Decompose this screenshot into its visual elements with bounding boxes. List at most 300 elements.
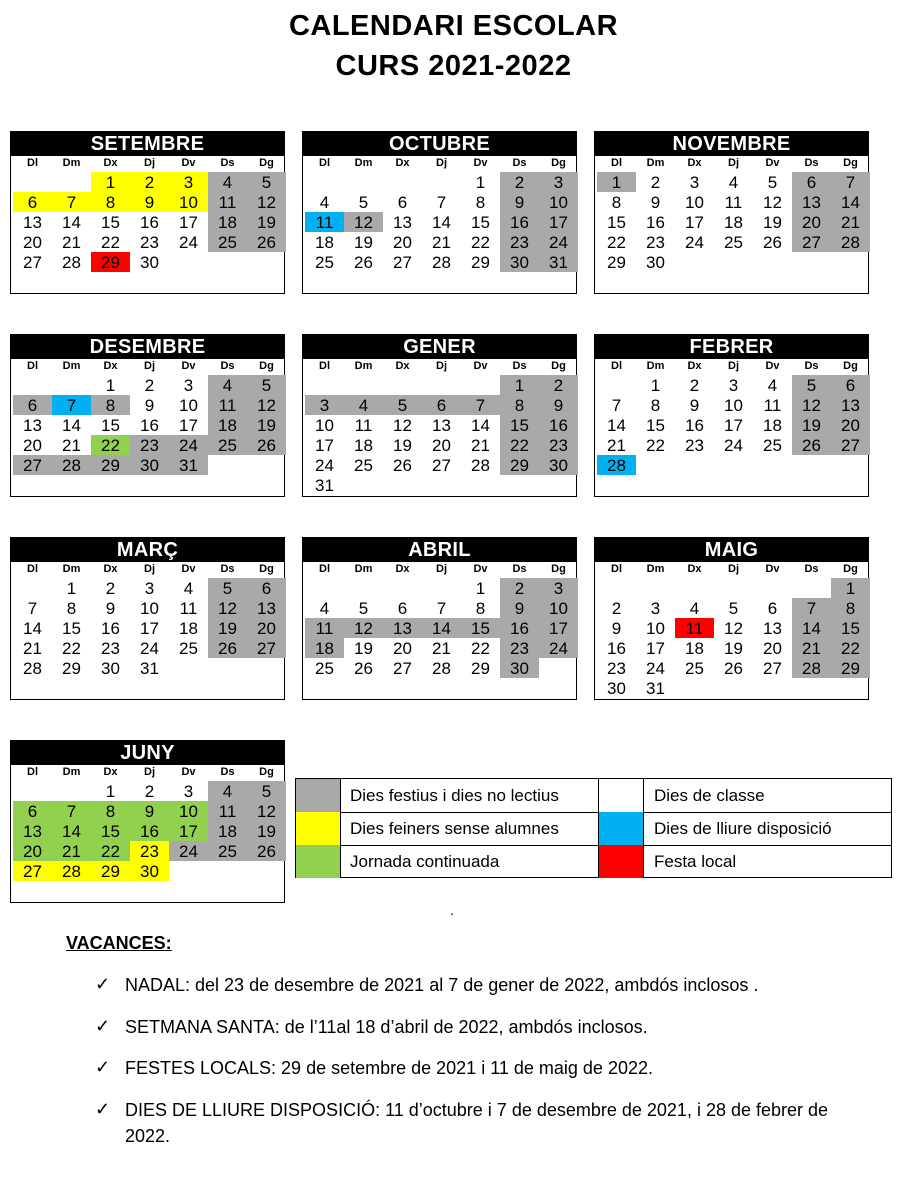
- day-cell: 18: [724, 213, 743, 232]
- month-title: JUNY: [11, 741, 284, 765]
- weekday-header: Dm: [646, 563, 665, 575]
- month-title: OCTUBRE: [303, 132, 576, 156]
- day-cell: 20: [393, 639, 412, 658]
- day-cell: 12: [763, 193, 782, 212]
- day-cell: 28: [597, 455, 636, 475]
- day-cell: 2: [611, 599, 622, 618]
- day-cell: 30: [101, 659, 120, 678]
- month-calendar: [10, 740, 285, 903]
- weekday-header: Dl: [319, 157, 330, 169]
- day-cell: 19: [247, 821, 286, 841]
- day-cell: 8: [91, 192, 130, 212]
- day-cell: 18: [685, 639, 704, 658]
- day-cell: 9: [539, 395, 578, 415]
- day-cell: 16: [130, 821, 169, 841]
- day-cell: 18: [763, 416, 782, 435]
- weekday-header: Dv: [473, 360, 488, 372]
- day-cell: 22: [607, 233, 626, 252]
- weekday-header: Ds: [804, 360, 819, 372]
- day-cell: 14: [432, 213, 451, 232]
- day-cell: 21: [831, 212, 870, 232]
- day-cell: 4: [344, 395, 383, 415]
- day-cell: 25: [208, 232, 247, 252]
- day-cell: 26: [792, 435, 831, 455]
- day-cell: 25: [724, 233, 743, 252]
- day-cell: 9: [500, 192, 539, 212]
- day-cell: 11: [305, 212, 344, 232]
- weekday-header: Dj: [144, 360, 155, 372]
- legend-swatch-free-choice: [598, 812, 644, 845]
- day-cell: 23: [101, 639, 120, 658]
- day-cell: 7: [611, 396, 622, 415]
- day-cell: 27: [13, 861, 52, 881]
- day-cell: 20: [13, 841, 52, 861]
- weekday-header: Ds: [220, 563, 235, 575]
- weekday-header: Dm: [354, 157, 373, 169]
- day-cell: 1: [105, 376, 116, 395]
- day-cell: 25: [179, 639, 198, 658]
- day-cell: 4: [728, 173, 739, 192]
- month-calendar: [594, 537, 869, 700]
- weekday-header: Ds: [804, 157, 819, 169]
- day-cell: 27: [393, 253, 412, 272]
- weekday-header: Dg: [551, 157, 566, 169]
- day-cell: 12: [208, 598, 247, 618]
- day-cell: 30: [500, 658, 539, 678]
- weekday-header: Dj: [144, 563, 155, 575]
- weekday-header: Dx: [687, 360, 702, 372]
- day-cell: 30: [500, 252, 539, 272]
- day-cell: 4: [208, 375, 247, 395]
- day-cell: 26: [393, 456, 412, 475]
- weekday-header: Ds: [220, 157, 235, 169]
- day-cell: 28: [52, 455, 91, 475]
- month-calendar: [302, 334, 577, 497]
- day-cell: 19: [208, 618, 247, 638]
- day-cell: 5: [792, 375, 831, 395]
- legend: [295, 778, 892, 878]
- day-cell: 26: [763, 233, 782, 252]
- day-cell: 20: [831, 415, 870, 435]
- day-cell: 10: [539, 598, 578, 618]
- day-cell: 9: [689, 396, 700, 415]
- day-cell: 27: [432, 456, 451, 475]
- day-cell: 1: [475, 579, 486, 598]
- day-cell: 23: [130, 841, 169, 861]
- day-cell: 15: [62, 619, 81, 638]
- month-title: GENER: [303, 335, 576, 359]
- weekday-header: Dm: [62, 157, 81, 169]
- day-cell: 23: [607, 659, 626, 678]
- vacances-item: SETMANA SANTA: de l’11al 18 d’abril de 2022, ambdós inclosos.: [125, 1017, 648, 1037]
- day-cell: 8: [831, 598, 870, 618]
- day-cell: 7: [27, 599, 38, 618]
- day-cell: 11: [675, 618, 714, 638]
- month-title: DESEMBRE: [11, 335, 284, 359]
- day-cell: 26: [247, 232, 286, 252]
- legend-row: [296, 845, 891, 878]
- day-cell: 2: [650, 173, 661, 192]
- day-cell: 20: [247, 618, 286, 638]
- weekday-header: Dv: [181, 563, 196, 575]
- weekday-header: Dx: [687, 157, 702, 169]
- vacances-item: DIES DE LLIURE DISPOSICIÓ: 11 d’octubre i 7 de desembre de 2021, i 28 de febrer de 2022.: [125, 1100, 829, 1146]
- day-cell: 29: [91, 252, 130, 272]
- day-cell: 3: [183, 782, 194, 801]
- day-cell: 17: [169, 821, 208, 841]
- day-cell: 21: [62, 233, 81, 252]
- day-cell: 14: [422, 618, 461, 638]
- day-cell: 6: [397, 599, 408, 618]
- day-cell: 7: [792, 598, 831, 618]
- day-cell: 2: [689, 376, 700, 395]
- day-cell: 30: [130, 455, 169, 475]
- day-cell: 16: [685, 416, 704, 435]
- day-cell: 27: [792, 232, 831, 252]
- day-cell: 9: [650, 193, 661, 212]
- day-cell: 3: [144, 579, 155, 598]
- day-cell: 12: [393, 416, 412, 435]
- day-cell: 8: [91, 801, 130, 821]
- day-cell: 24: [646, 659, 665, 678]
- day-cell: 30: [140, 253, 159, 272]
- day-cell: 23: [685, 436, 704, 455]
- day-cell: 11: [179, 599, 198, 618]
- day-cell: 25: [354, 456, 373, 475]
- day-cell: 1: [831, 578, 870, 598]
- day-cell: 15: [500, 415, 539, 435]
- day-cell: 21: [792, 638, 831, 658]
- weekday-header: Ds: [804, 563, 819, 575]
- day-cell: 2: [144, 782, 155, 801]
- day-cell: 29: [607, 253, 626, 272]
- day-cell: 16: [500, 618, 539, 638]
- day-cell: 9: [105, 599, 116, 618]
- weekday-header: Dv: [473, 157, 488, 169]
- day-cell: 19: [792, 415, 831, 435]
- day-cell: 26: [247, 435, 286, 455]
- day-cell: 8: [611, 193, 622, 212]
- day-cell: 15: [831, 618, 870, 638]
- day-cell: 31: [140, 659, 159, 678]
- weekday-header: Dl: [611, 360, 622, 372]
- check-icon: ✓: [95, 974, 111, 994]
- weekday-header: Dv: [765, 360, 780, 372]
- day-cell: 29: [471, 253, 490, 272]
- weekday-header: Dv: [473, 563, 488, 575]
- weekday-header: Dx: [103, 563, 118, 575]
- weekday-header: Dx: [103, 360, 118, 372]
- day-cell: 14: [792, 618, 831, 638]
- weekday-header: Dg: [551, 360, 566, 372]
- day-cell: 19: [354, 639, 373, 658]
- day-cell: 19: [354, 233, 373, 252]
- day-cell: 5: [767, 173, 778, 192]
- weekday-header: Dj: [144, 157, 155, 169]
- day-cell: 10: [179, 396, 198, 415]
- day-cell: 7: [436, 193, 447, 212]
- day-cell: 22: [500, 435, 539, 455]
- day-cell: 21: [432, 639, 451, 658]
- day-cell: 8: [500, 395, 539, 415]
- legend-row: [296, 779, 891, 813]
- day-cell: 27: [247, 638, 286, 658]
- day-cell: 20: [23, 233, 42, 252]
- day-cell: 5: [383, 395, 422, 415]
- day-cell: 31: [169, 455, 208, 475]
- day-cell: 23: [500, 232, 539, 252]
- day-cell: 6: [422, 395, 461, 415]
- legend-swatch-local-festival: [598, 845, 644, 878]
- day-cell: 21: [432, 233, 451, 252]
- day-cell: 17: [179, 416, 198, 435]
- day-cell: 27: [763, 659, 782, 678]
- weekday-header: Dl: [319, 563, 330, 575]
- check-icon: ✓: [95, 1099, 111, 1119]
- weekday-header: Dv: [765, 563, 780, 575]
- weekday-header: Dm: [62, 766, 81, 778]
- day-cell: 17: [646, 639, 665, 658]
- day-cell: 25: [685, 659, 704, 678]
- weekday-header: Dx: [395, 360, 410, 372]
- day-cell: 15: [471, 213, 490, 232]
- weekday-header: Dj: [436, 360, 447, 372]
- day-cell: 30: [539, 455, 578, 475]
- day-cell: 21: [607, 436, 626, 455]
- weekday-header: Dl: [27, 360, 38, 372]
- day-cell: 18: [179, 619, 198, 638]
- day-cell: 6: [247, 578, 286, 598]
- day-cell: 19: [763, 213, 782, 232]
- day-cell: 27: [831, 435, 870, 455]
- month-calendar: [10, 131, 285, 294]
- day-cell: 24: [539, 232, 578, 252]
- day-cell: 18: [305, 638, 344, 658]
- day-cell: 31: [646, 679, 665, 698]
- day-cell: 16: [140, 213, 159, 232]
- day-cell: 26: [208, 638, 247, 658]
- day-cell: 1: [597, 172, 636, 192]
- day-cell: 15: [101, 416, 120, 435]
- weekday-header: Dg: [259, 563, 274, 575]
- day-cell: 1: [475, 173, 486, 192]
- day-cell: 22: [101, 233, 120, 252]
- day-cell: 25: [208, 841, 247, 861]
- day-cell: 11: [305, 618, 344, 638]
- weekday-header: Ds: [512, 360, 527, 372]
- day-cell: 14: [831, 192, 870, 212]
- day-cell: 22: [471, 233, 490, 252]
- day-cell: 18: [208, 212, 247, 232]
- day-cell: 16: [140, 416, 159, 435]
- weekday-header: Dl: [611, 157, 622, 169]
- day-cell: 5: [208, 578, 247, 598]
- day-cell: 25: [315, 659, 334, 678]
- day-cell: 13: [247, 598, 286, 618]
- day-cell: 3: [689, 173, 700, 192]
- day-cell: 8: [475, 193, 486, 212]
- weekday-header: Dm: [354, 360, 373, 372]
- day-cell: 29: [91, 455, 130, 475]
- day-cell: 25: [315, 253, 334, 272]
- day-cell: 10: [169, 192, 208, 212]
- weekday-header: Ds: [220, 766, 235, 778]
- day-cell: 6: [767, 599, 778, 618]
- weekday-header: Dx: [103, 766, 118, 778]
- weekday-header: Dl: [611, 563, 622, 575]
- weekday-header: Dv: [181, 360, 196, 372]
- day-cell: 24: [315, 456, 334, 475]
- legend-label-class-days: Dies de classe: [654, 786, 765, 805]
- day-cell: 23: [130, 435, 169, 455]
- month-title: SETEMBRE: [11, 132, 284, 156]
- day-cell: 13: [23, 416, 42, 435]
- legend-label-free-choice: Dies de lliure disposició: [654, 819, 832, 838]
- day-cell: 3: [169, 172, 208, 192]
- day-cell: 24: [539, 638, 578, 658]
- day-cell: 9: [611, 619, 622, 638]
- weekday-header: Dm: [62, 563, 81, 575]
- day-cell: 28: [792, 658, 831, 678]
- day-cell: 25: [208, 435, 247, 455]
- day-cell: 12: [247, 395, 286, 415]
- day-cell: 4: [208, 781, 247, 801]
- day-cell: 2: [130, 172, 169, 192]
- day-cell: 17: [539, 212, 578, 232]
- day-cell: 24: [140, 639, 159, 658]
- legend-row: [296, 812, 891, 846]
- vacances-item: FESTES LOCALS: 29 de setembre de 2021 i 11 de maig de 2022.: [125, 1058, 653, 1078]
- check-icon: ✓: [95, 1057, 111, 1077]
- weekday-header: Dm: [354, 563, 373, 575]
- day-cell: 15: [91, 821, 130, 841]
- legend-label-holiday: Dies festius i dies no lectius: [350, 786, 559, 805]
- day-cell: 6: [792, 172, 831, 192]
- day-cell: 3: [650, 599, 661, 618]
- legend-label-local-festival: Festa local: [654, 852, 737, 871]
- day-cell: 1: [66, 579, 77, 598]
- day-cell: 23: [646, 233, 665, 252]
- day-cell: 17: [539, 618, 578, 638]
- month-calendar: [10, 537, 285, 700]
- day-cell: 17: [140, 619, 159, 638]
- weekday-header: Dv: [181, 157, 196, 169]
- day-cell: 10: [724, 396, 743, 415]
- day-cell: 14: [62, 416, 81, 435]
- day-cell: 4: [319, 193, 330, 212]
- weekday-header: Dj: [144, 766, 155, 778]
- weekday-header: Ds: [512, 563, 527, 575]
- day-cell: 16: [607, 639, 626, 658]
- check-icon: ✓: [95, 1016, 111, 1036]
- weekday-header: Dj: [436, 563, 447, 575]
- day-cell: 12: [247, 801, 286, 821]
- day-cell: 13: [383, 618, 422, 638]
- day-cell: 6: [13, 395, 52, 415]
- day-cell: 19: [247, 212, 286, 232]
- month-title: MARÇ: [11, 538, 284, 562]
- day-cell: 19: [247, 415, 286, 435]
- day-cell: 13: [831, 395, 870, 415]
- month-calendar: [594, 334, 869, 497]
- day-cell: 31: [315, 476, 334, 495]
- day-cell: 16: [646, 213, 665, 232]
- day-cell: 21: [23, 639, 42, 658]
- weekday-header: Dv: [765, 157, 780, 169]
- day-cell: 4: [208, 172, 247, 192]
- month-title: MAIG: [595, 538, 868, 562]
- day-cell: 9: [130, 801, 169, 821]
- day-cell: 29: [471, 659, 490, 678]
- weekday-header: Dx: [103, 157, 118, 169]
- day-cell: 13: [393, 213, 412, 232]
- day-cell: 22: [91, 435, 130, 455]
- day-cell: 23: [500, 638, 539, 658]
- day-cell: 30: [646, 253, 665, 272]
- day-cell: 26: [247, 841, 286, 861]
- day-cell: 8: [66, 599, 77, 618]
- weekday-header: Dg: [551, 563, 566, 575]
- day-cell: 30: [607, 679, 626, 698]
- day-cell: 18: [208, 821, 247, 841]
- weekday-header: Dx: [395, 563, 410, 575]
- day-cell: 21: [471, 436, 490, 455]
- day-cell: 8: [91, 395, 130, 415]
- legend-swatch-class-days: [598, 779, 644, 812]
- day-cell: 14: [62, 213, 81, 232]
- day-cell: 12: [344, 212, 383, 232]
- day-cell: 20: [23, 436, 42, 455]
- page-subtitle: CURS 2021-2022: [335, 50, 572, 82]
- day-cell: 1: [91, 172, 130, 192]
- day-cell: 5: [247, 781, 286, 801]
- day-cell: 13: [23, 213, 42, 232]
- day-cell: 10: [539, 192, 578, 212]
- day-cell: 5: [358, 193, 369, 212]
- day-cell: 15: [607, 213, 626, 232]
- month-calendar: [594, 131, 869, 294]
- day-cell: 18: [315, 233, 334, 252]
- stray-dot: .: [450, 902, 454, 918]
- day-cell: 4: [767, 376, 778, 395]
- day-cell: 26: [354, 659, 373, 678]
- weekday-header: Dg: [843, 360, 858, 372]
- day-cell: 28: [432, 253, 451, 272]
- day-cell: 2: [144, 376, 155, 395]
- day-cell: 24: [169, 841, 208, 861]
- weekday-header: Dj: [728, 360, 739, 372]
- day-cell: 1: [105, 782, 116, 801]
- day-cell: 18: [208, 415, 247, 435]
- day-cell: 17: [315, 436, 334, 455]
- day-cell: 11: [724, 193, 743, 212]
- day-cell: 8: [475, 599, 486, 618]
- day-cell: 27: [393, 659, 412, 678]
- day-cell: 7: [436, 599, 447, 618]
- day-cell: 9: [144, 396, 155, 415]
- day-cell: 22: [646, 436, 665, 455]
- day-cell: 12: [724, 619, 743, 638]
- day-cell: 13: [792, 192, 831, 212]
- day-cell: 15: [646, 416, 665, 435]
- day-cell: 7: [461, 395, 500, 415]
- day-cell: 29: [91, 861, 130, 881]
- month-calendar: [302, 537, 577, 700]
- day-cell: 8: [650, 396, 661, 415]
- day-cell: 3: [305, 395, 344, 415]
- day-cell: 15: [101, 213, 120, 232]
- weekday-header: Dg: [843, 157, 858, 169]
